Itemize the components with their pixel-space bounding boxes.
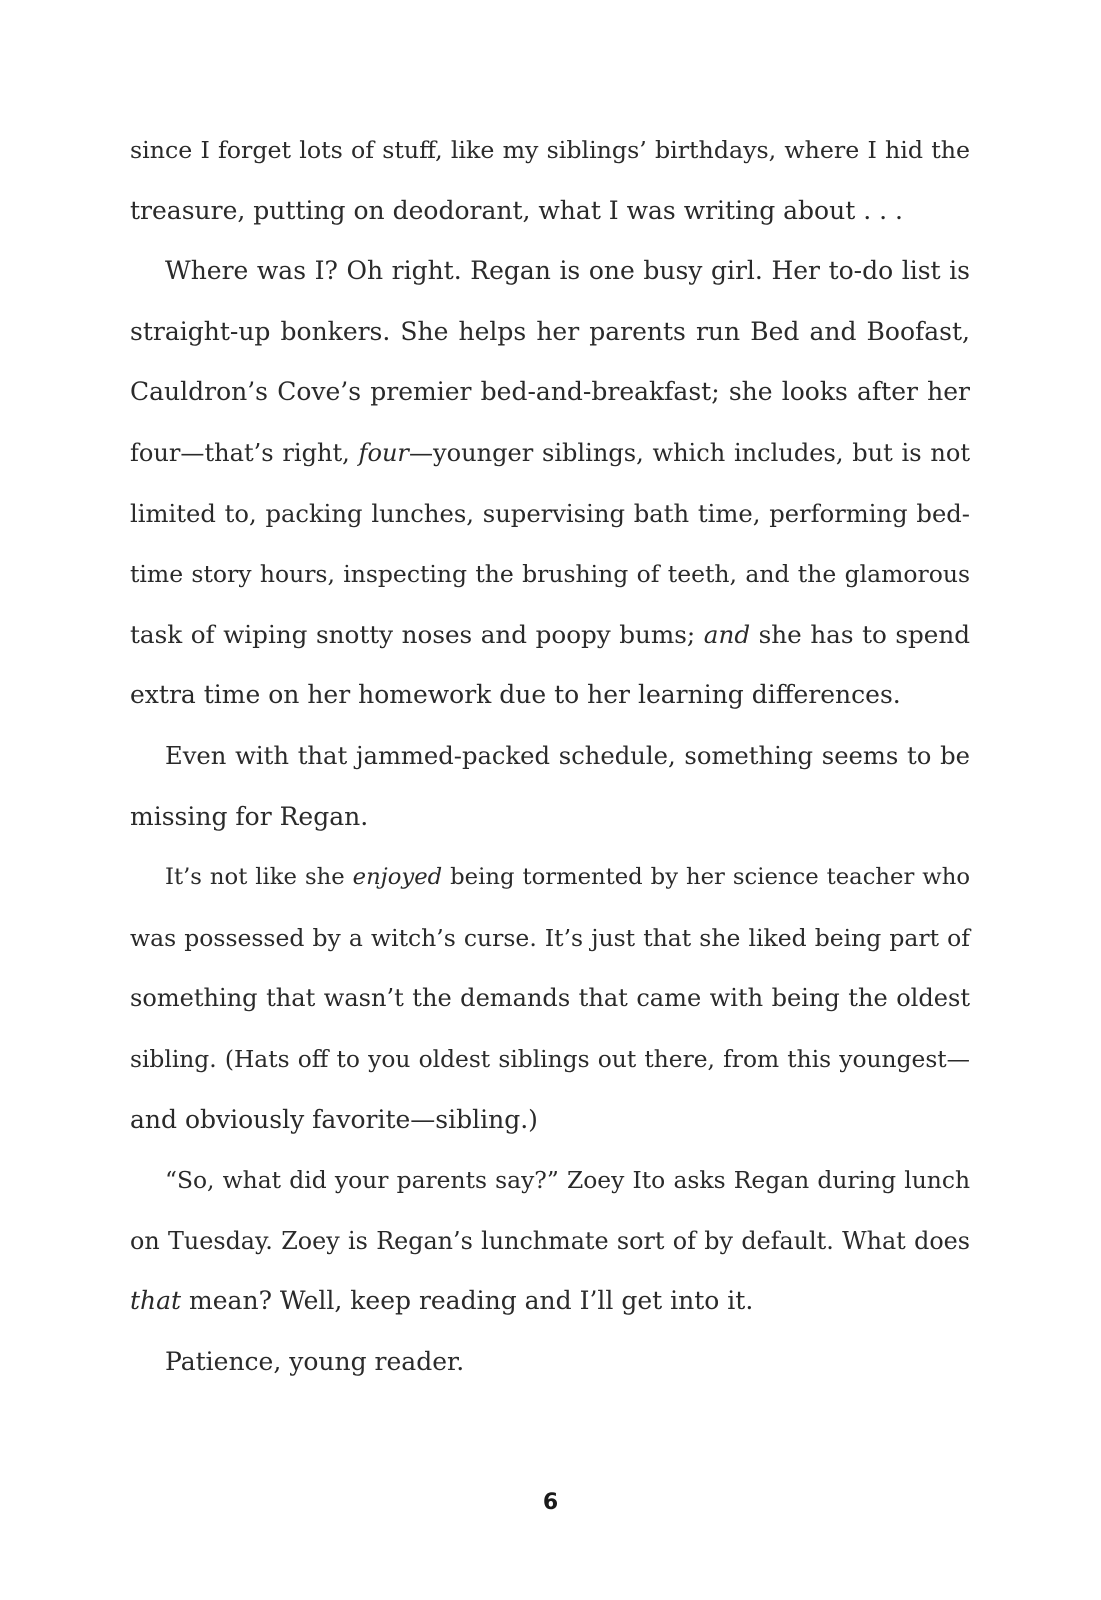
text-line: four—that’s right, four—younger siblings, which includes, but is not [130, 438, 970, 467]
italic-emphasis: and [703, 619, 751, 649]
text-line: limited to, packing lunches, supervising bath time, performing bed- [130, 498, 970, 528]
paragraph-start-line: Patience, young reader. [165, 1346, 465, 1376]
text-line: time story hours, inspecting the brushing of teeth, and the glamorous [130, 560, 970, 589]
text-line: sibling. (Hats off to you oldest siblings out there, from this youngest— [130, 1044, 970, 1073]
text-line: Cauldron’s Cove’s premier bed-and-breakfast; she looks after her [130, 377, 970, 407]
text-line: task of wiping snotty noses and poopy bums; and she has to spend [130, 619, 970, 649]
paragraph-start-line: It’s not like she enjoyed being tormented by her science teacher who [165, 864, 970, 891]
italic-emphasis: enjoyed [352, 864, 443, 891]
text-line: straight-up bonkers. She helps her parents run Bed and Boofast, [130, 316, 970, 346]
italic-emphasis: that [130, 1286, 182, 1316]
text-line: that mean? Well, keep reading and I’ll get into it. [130, 1286, 754, 1316]
text-line: missing for Regan. [130, 801, 369, 831]
paragraph-start-line: “So, what did your parents say?” Zoey Ito asks Regan during lunch [165, 1166, 970, 1195]
page-number: 6 [542, 1490, 559, 1515]
paragraph-start-line: Even with that jammed-packed schedule, something seems to be [165, 740, 970, 770]
body-text [130, 120, 970, 1392]
italic-emphasis: four [358, 438, 409, 467]
text-line: and obviously favorite—sibling.) [130, 1104, 538, 1134]
text-line: was possessed by a witch’s curse. It’s just that she liked being part of [130, 923, 970, 952]
text-line: since I forget lots of stuff, like my siblings’ birthdays, where I hid the [130, 136, 970, 164]
text-line: on Tuesday. Zoey is Regan’s lunchmate sort of by default. What does [130, 1226, 970, 1255]
paragraph-start-line: Where was I? Oh right. Regan is one busy girl. Her to-do list is [165, 256, 970, 286]
text-line: treasure, putting on deodorant, what I was writing about . . . [130, 195, 903, 225]
text-line: extra time on her homework due to her learning differences. [130, 680, 901, 710]
text-line: something that wasn’t the demands that came with being the oldest [130, 984, 970, 1013]
